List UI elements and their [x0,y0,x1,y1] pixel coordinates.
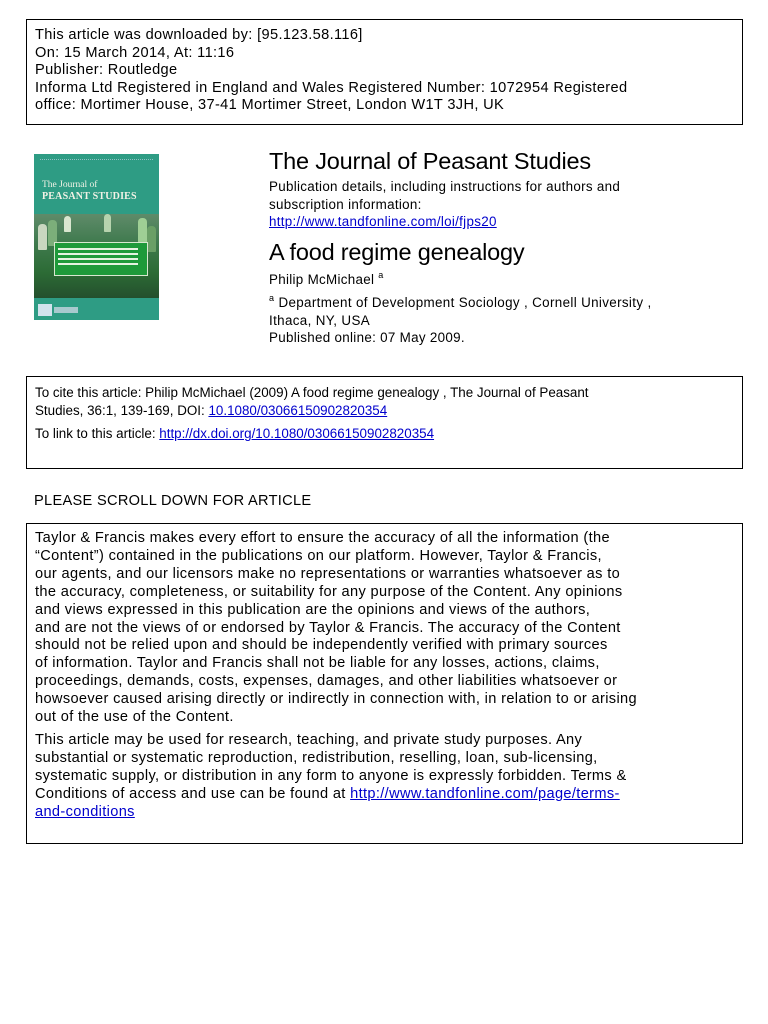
cover-title-big: PEASANT STUDIES [42,191,137,202]
citation-box [26,376,743,469]
disclaimer-line: Taylor & Francis makes every effort to ensure the accuracy of all the information (the [35,530,610,546]
citation-line: Studies, 36:1, 139-169, DOI: [35,402,209,418]
article-link-label: To link to this article: [35,426,160,441]
journal-url-link[interactable]: http://www.tandfonline.com/loi/fjps20 [269,214,497,229]
disclaimer-line: our agents, and our licensors make no representations or warranties whatsoever as to [35,565,621,582]
publication-details-line: Publication details, including instructions for authors and [269,179,621,194]
usage-terms-text: Conditions of access and use can be found at [35,785,351,802]
disclaimer-paragraph [35,530,734,727]
download-notice-line: Publisher: Routledge [35,62,178,79]
download-notice-box [26,19,743,125]
journal-title: The Journal of Peasant Studies [269,148,591,174]
disclaimer-box [26,523,743,844]
journal-cover-image [34,154,159,320]
usage-terms-line: This article may be used for research, teaching, and private study purposes. Any [35,731,583,748]
publication-details-line: subscription information: [269,196,422,212]
download-notice-line: Informa Ltd Registered in England and Wales Registered Number: 1072954 Registered [35,79,628,96]
author [269,272,384,287]
disclaimer-line: should not be relied upon and should be independently verified with primary sources [35,637,608,654]
affiliation [269,294,729,329]
cover-title [42,180,154,202]
disclaimer-line: out of the use of the Content. [35,709,234,726]
article-link-row [35,425,734,443]
affiliation-line: Department of Development Sociology , Cornell University , [278,295,652,310]
affiliation-marker: a [269,293,275,303]
cover-title-small: The Journal of [42,180,98,190]
article-doi-url-link[interactable]: http://dx.doi.org/10.1080/03066150902820354 [159,426,435,441]
disclaimer-line: howsoever caused arising directly or indirectly in connection with, in relation to or arising [35,691,637,708]
published-date: Published online: 07 May 2009. [269,330,465,345]
publication-details [269,178,729,231]
citation-text [35,384,734,419]
disclaimer-line: proceedings, demands, costs, expenses, damages, and other liabilities whatsoever or [35,673,618,690]
author-name: Philip McMichael [269,272,375,287]
download-notice-line: On: 15 March 2014, At: 11:16 [35,44,235,61]
cover-photo [34,214,159,298]
doi-link[interactable]: 10.1080/03066150902820354 [208,402,388,418]
download-notice-line: office: Mortimer House, 37-41 Mortimer Street, London W1T 3JH, UK [35,97,505,114]
terms-conditions-link-continued[interactable]: and-conditions [35,803,135,820]
disclaimer-line: the accuracy, completeness, or suitability for any purpose of the Content. Any opinions [35,583,623,600]
usage-terms-line: substantial or systematic reproduction, redistribution, reselling, loan, sub-licensing, [35,749,598,766]
publisher-logo-icon [38,304,52,316]
usage-terms-line [35,786,734,804]
disclaimer-line: of information. Taylor and Francis shall not be liable for any losses, actions, claims, [35,655,600,672]
download-notice-line: This article was downloaded by: [95.123.58.116] [35,27,363,43]
terms-conditions-link[interactable]: http://www.tandfonline.com/page/terms- [350,785,620,802]
disclaimer-line: and are not the views of or endorsed by Taylor & Francis. The accuracy of the Content [35,619,621,636]
usage-terms-line: systematic supply, or distribution in any form to anyone is expressly forbidden. Terms & [35,767,627,784]
scroll-down-notice: PLEASE SCROLL DOWN FOR ARTICLE [34,493,312,509]
author-affiliation-marker: a [378,270,384,280]
article-title: A food regime genealogy [269,239,525,265]
citation-line: To cite this article: Philip McMichael (2009) A food regime genealogy , The Journal of Peasant [35,385,589,400]
usage-terms-paragraph [35,732,734,822]
affiliation-line: Ithaca, NY, USA [269,312,371,328]
disclaimer-line: “Content”) contained in the publications on our platform. However, Taylor & Francis, [35,547,602,564]
disclaimer-line: and views expressed in this publication are the opinions and views of the authors, [35,601,591,618]
